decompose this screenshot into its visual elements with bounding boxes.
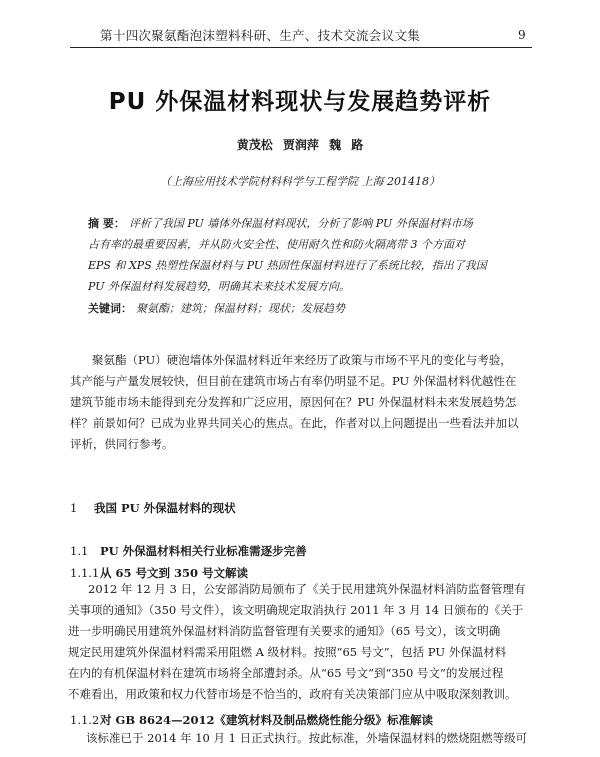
author-affiliation: （上海应用技术学院材料科学与工程学院 上海 201418） bbox=[160, 175, 440, 188]
body-line: 在内的有机保温材料在建筑市场将全部遭封杀。从“65 号文”到“350 号文”的发展过程 bbox=[68, 666, 504, 680]
keywords-block bbox=[88, 300, 508, 316]
abstract-line: PU 外保温材料发展趋势，明确其未来技术发展方向。 bbox=[88, 280, 350, 293]
body-line: 该标准已于 2014 年 10 月 1 日正式执行。按此标准，外墙保温材料的燃烧阻燃等级可 bbox=[86, 731, 528, 745]
section-number: 1.1.1 bbox=[70, 566, 100, 580]
abstract-text: 评析了我国 PU 墙体外保温材料现状，分析了影响 PU 外保温材料市场 bbox=[128, 217, 473, 230]
body-line: 评析，供同行参考。 bbox=[70, 437, 174, 451]
section-1-1-2-paragraph bbox=[86, 728, 526, 749]
section-title: 从 65 号文到 350 号文解读 bbox=[100, 566, 249, 580]
body-line: 关事项的通知》（350 号文件），该文明确规定取消执行 2011 年 3 月 14 日颁布的《关于 bbox=[68, 603, 524, 617]
body-line: 进一步明确民用建筑外保温材料消防监督管理有关要求的通知》（65 号文），该文明确 bbox=[68, 624, 501, 638]
body-line: 聚氨酯（PU）硬泡墙体外保温材料近年来经历了政策与市场不平凡的变化与考验， bbox=[92, 353, 512, 367]
paper-title: PU 外保温材料现状与发展趋势评析 bbox=[108, 89, 492, 115]
running-header-title: 第十四次聚氨酯泡沫塑料科研、生产、技术交流会议文集 bbox=[100, 28, 421, 43]
abstract-line: EPS 和 XPS 热塑性保温材料与 PU 热固性保温材料进行了系统比较，指出了我国 bbox=[88, 259, 487, 272]
author-list: 黄茂松 贾润萍 魏 路 bbox=[236, 138, 364, 152]
section-heading-1 bbox=[70, 500, 236, 516]
keywords-label: 关键词： bbox=[88, 302, 132, 315]
section-heading-1-1 bbox=[70, 543, 307, 559]
keywords-text: 聚氨酯；建筑；保温材料；现状；发展趋势 bbox=[136, 302, 345, 315]
section-number: 1.1.2 bbox=[70, 713, 100, 727]
body-line: 不难看出，用政策和权力代替市场是不恰当的，政府有关决策部门应从中吸取深刻教训。 bbox=[68, 687, 517, 701]
body-line: 规定民用建筑外保温材料需采用阻燃 A 级材料。按照“65 号文”，包括 PU 外保温材料 bbox=[68, 645, 507, 659]
section-title: PU 外保温材料相关行业标准需逐步完善 bbox=[100, 544, 307, 558]
abstract-line bbox=[88, 213, 508, 234]
section-1-1-1-paragraph bbox=[68, 579, 526, 705]
page-number: 9 bbox=[518, 28, 526, 42]
intro-paragraph bbox=[70, 350, 528, 455]
section-number: 1.1 bbox=[70, 544, 89, 558]
section-heading-1-1-2 bbox=[70, 712, 433, 728]
body-line: 2012 年 12 月 3 日，公安部消防局颁布了《关于民用建筑外保温材料消防监督管理有 bbox=[88, 582, 526, 596]
abstract-label: 摘 要： bbox=[88, 217, 125, 230]
section-title: 我国 PU 外保温材料的现状 bbox=[94, 501, 236, 515]
section-number: 1 bbox=[70, 501, 78, 515]
section-title: 对 GB 8624—2012《建筑材料及制品燃烧性能分级》标准解读 bbox=[100, 713, 434, 727]
body-line: 其产能与产量发展较快，但目前在建筑市场占有率仍明显不足。PU 外保温材料优越性在 bbox=[70, 374, 517, 388]
abstract-line: 占有率的最重要因素，并从防火安全性、使用耐久性和防火隔离带 3 个方面对 bbox=[88, 238, 465, 251]
abstract-block bbox=[88, 213, 508, 297]
header-divider bbox=[70, 47, 532, 48]
body-line: 建筑节能市场未能得到充分发挥和广泛应用，原因何在？PU 外保温材料未来发展趋势怎 bbox=[70, 395, 517, 409]
body-line: 样？前景如何？已成为业界共同关心的焦点。在此，作者对以上问题提出一些看法并加以 bbox=[70, 416, 519, 430]
